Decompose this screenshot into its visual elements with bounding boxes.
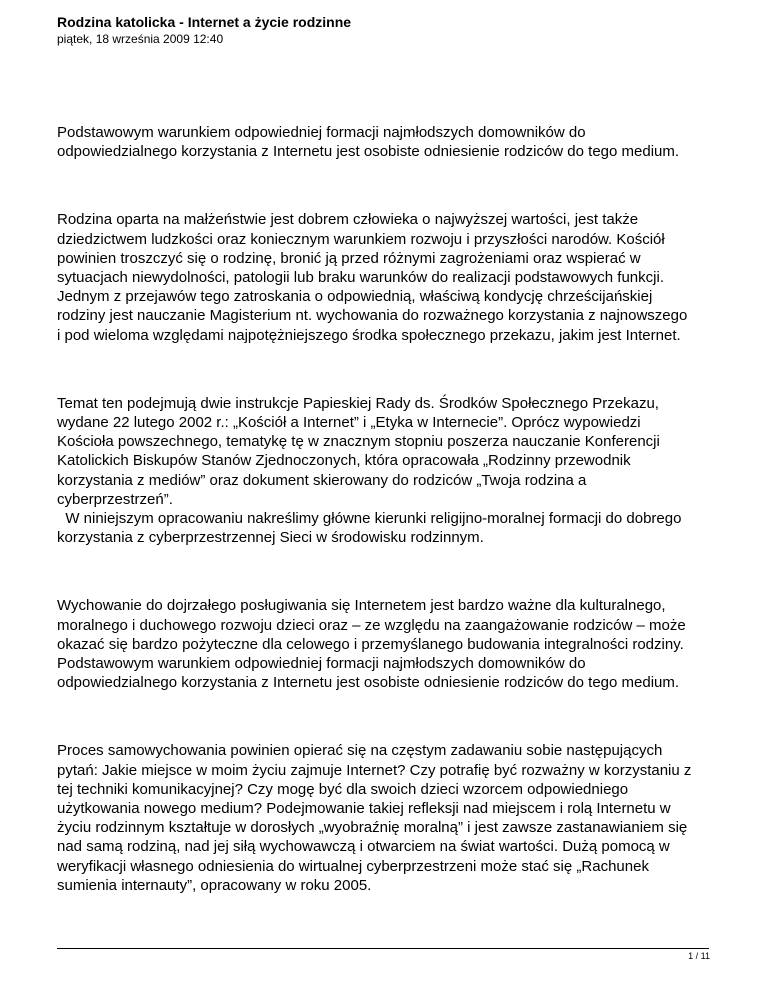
paragraph: Temat ten podejmują dwie instrukcje Papieskiej Rady ds. Środków Społecznego Przekazu, wydane 22 lutego 2002 r.: „Kościół a Internet” i „Etyka w Internecie”. Oprócz wypowiedzi Kościoła powszechnego, tematykę tę w znacznym stopniu poszerza nauczanie Konferencji Katolickich Biskupów Stanów Zjednoczonych, która opracowała „Rodzinny przewodnik korzystania z mediów” oraz dokument skierowany do rodziców „Twoja rodzina a cyberprzestrzeń”. W niniejszym opracowaniu nakreślimy główne kierunki religijno-moralnej formacji do dobrego korzystania z cyberprzestrzennej Sieci w środowisku rodzinnym. xyxy=(57,394,682,547)
document-title: Rodzina katolicka - Internet a życie rodzinne xyxy=(57,14,352,30)
paragraph: Wychowanie do dojrzałego posługiwania się Internetem jest bardzo ważne dla kulturalnego, moralnego i duchowego rozwoju dzieci oraz – ze względu na zaangażowanie rodziców – może okazać się bardzo pożyteczne dla celowego i przemyślanego budowania integralności rodziny. Podstawowym warunkiem odpowiedniej formacji najmłodszych domowników do odpowiedzialnego korzystania z Internetu jest osobiste odniesienie rodziców do tego medium. xyxy=(57,597,686,692)
page-number: 1 / 11 xyxy=(688,951,710,961)
paragraph: Proces samowychowania powinien opierać się na częstym zadawaniu sobie następujących pytań: Jakie miejsce w moim życiu zajmuje Internet? Czy potrafię być rozważny w korzystaniu z tej techniki komunikacyjnej? Czy mogę być dla swoich dzieci wzorcem odpowiedniego użytkowania nowego medium? Podejmowanie takiej refleksji nad miejscem i rolą Internetu w życiu rodzinnym kształtuje w dorosłych „wyobraźnię moralną” i jest zawsze zastanawianiem się nad samą rodziną, nad jej siłą wychowawczą i otwarciem na świat wartości. Dużą pomocą w weryfikacji własnego odniesienia do wirtualnej cyberprzestrzeni może stać się „Rachunek sumienia internauty”, opracowany w roku 2005. xyxy=(57,742,692,894)
paragraph: Rodzina oparta na małżeństwie jest dobrem człowieka o najwyższej wartości, jest także dziedzictwem ludzkości oraz koniecznym warunkiem rozwoju i przyszłości narodów. Kościół powinien troszczyć się o rodzinę, bronić ją przed różnymi zagrożeniami oraz wspierać w sytuacjach niewydolności, patologii lub braku warunków do realizacji podstawowych funkcji. Jednym z przejawów tego zatroskania o odpowiednią, właściwą kondycję chrześcijańskiej rodziny jest nauczanie Magisterium nt. wychowania do rozważnego korzystania z najnowszego i pod wieloma względami najpotężniejszego środka społecznego przekazu, jakim jest Internet. xyxy=(57,211,688,344)
document-date: piątek, 18 września 2009 12:40 xyxy=(57,32,224,46)
footer-divider xyxy=(57,948,709,949)
article-body xyxy=(57,123,719,895)
paragraph: Podstawowym warunkiem odpowiedniej formacji najmłodszych domowników do odpowiedzialnego korzystania z Internetu jest osobiste odniesienie rodziców do tego medium. xyxy=(57,124,680,161)
page-header xyxy=(57,14,717,47)
